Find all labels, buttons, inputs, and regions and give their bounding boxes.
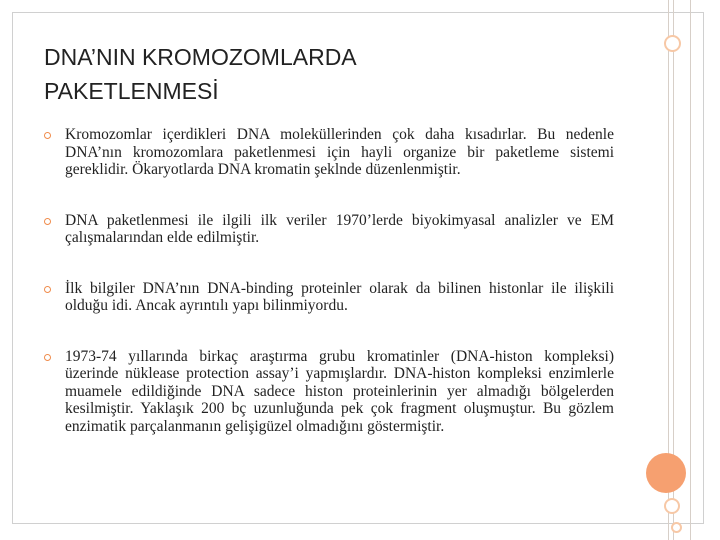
decorative-line: [690, 0, 691, 540]
decorative-circle-icon: [671, 522, 682, 533]
bullet-circle-icon: [44, 354, 51, 361]
bullet-item: [44, 280, 614, 315]
bullet-circle-icon: [44, 286, 51, 293]
bullet-text: DNA paketlenmesi ile ilgili ilk veriler 1970’lerde biyokimyasal analizler ve EM çalışmalarından elde edilmiştir.: [65, 211, 614, 246]
bullet-circle-icon: [44, 132, 51, 139]
bullet-text: Kromozomlar içerdikleri DNA moleküllerinden çok daha kısadırlar. Bu nedenle DNA’nın kromozomlara paketlenmesi için hayli organize bir paketleme sistemi gereklidir. Ökaryotlarda DNA kromatin şeklnde düzenlenmiştir.: [65, 126, 614, 178]
decorative-circle-icon: [664, 35, 681, 52]
decorative-circle-icon: [664, 498, 680, 514]
bullet-item: [44, 126, 614, 179]
slide-title-line-2: PAKETLENMESİ: [44, 78, 219, 104]
bullet-text: İlk bilgiler DNA’nın DNA-binding proteinler olarak da bilinen histonlar ile ilişkili olduğu idi. Ancak ayrıntılı yapı bilinmiyordu.: [65, 279, 614, 314]
bullet-text: 1973-74 yıllarında birkaç araştırma grubu kromatinler (DNA-histon kompleksi) üzerinde nüklease protection assay’i yapmışlardır. DNA-histon kompleksi enzimlerle muamele edildiğinde DNA sadece histon proteinlerinin yer almadığı bölgelerden kesilmiştir. Yaklaşık 200 bç uzunluğunda pek çok fragment oluşmuştur. Bu gözlem enzimatik parçalanmanın gelişigüzel olmadığını göstermiştir.: [65, 347, 614, 435]
bullet-item: [44, 212, 614, 247]
bullet-circle-icon: [44, 218, 51, 225]
slide-title: [44, 40, 604, 108]
slide-title-line-1: DNA’NIN KROMOZOMLARDA: [44, 44, 357, 70]
decorative-filled-circle-icon: [646, 453, 686, 493]
bullet-item: [44, 348, 614, 436]
bullet-list: [44, 126, 614, 435]
